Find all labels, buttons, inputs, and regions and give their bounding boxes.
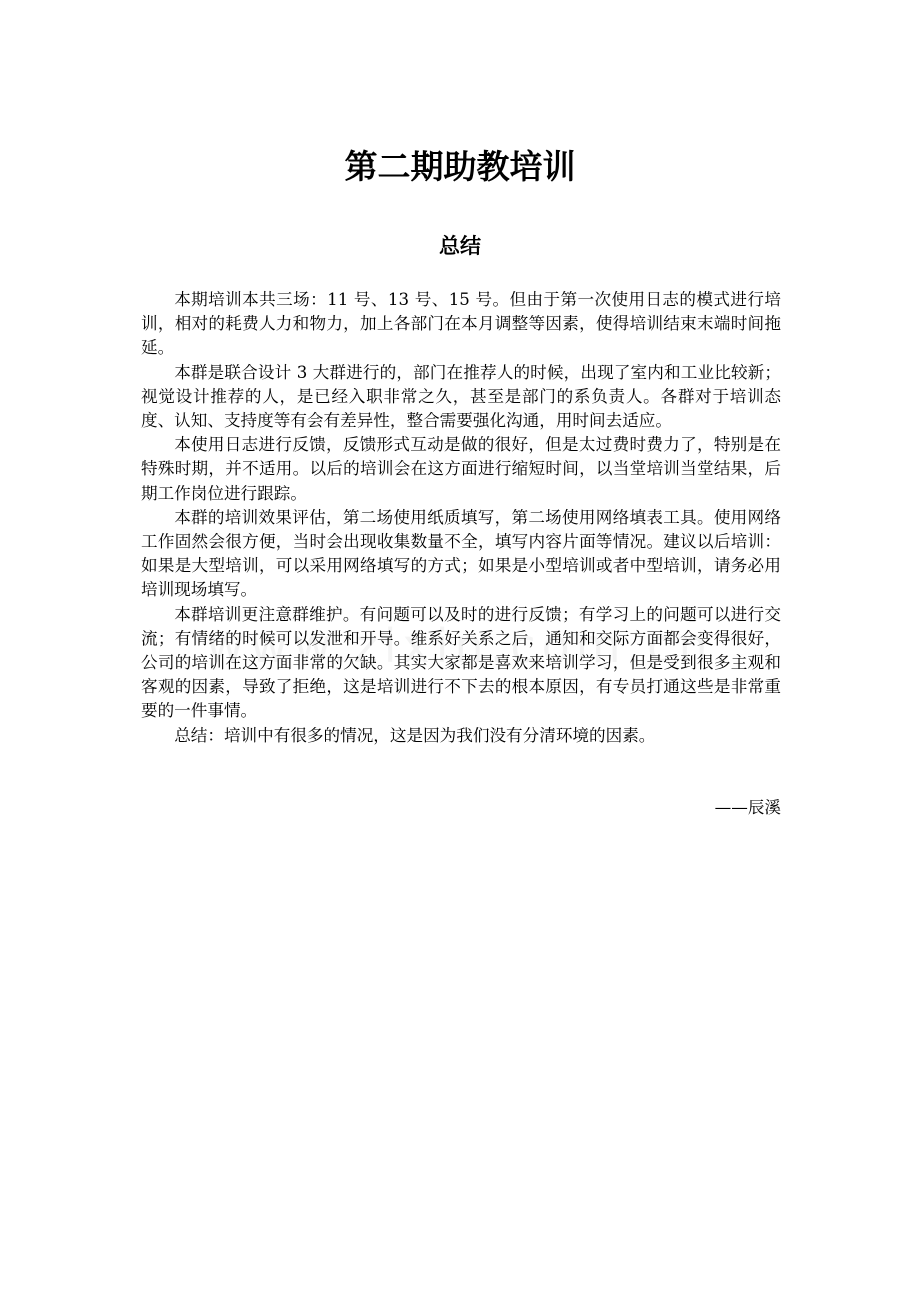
paragraph-1: 本期培训本共三场：11 号、13 号、15 号。但由于第一次使用日志的模式进行培训，相对的耗费人力和物力，加上各部门在本月调整等因素，使得培训结束末端时间拖延。 xyxy=(141,290,781,358)
paragraph-2: 本群是联合设计 3 大群进行的，部门在推荐人的时候，出现了室内和工业比较新；视觉设计推荐的人，是已经入职非常之久，甚至是部门的系负责人。各群对于培训态度、认知、支持度等有会有差异性，整合需要强化沟通，用时间去适应。 xyxy=(141,362,781,431)
document-body xyxy=(141,288,781,748)
signature: ——辰溪 xyxy=(714,798,781,817)
paragraph-6: 总结：培训中有很多的情况，这是因为我们没有分清环境的因素。 xyxy=(174,725,656,745)
paragraph-3: 本使用日志进行反馈，反馈形式互动是做的很好，但是太过费时费力了，特别是在特殊时期，并不适用。以后的培训会在这方面进行缩短时间，以当堂培训当堂结果，后期工作岗位进行跟踪。 xyxy=(141,435,781,503)
document-title: 第二期助教培训 xyxy=(344,147,576,186)
paragraph-5: 本群培训更注意群维护。有问题可以及时的进行反馈；有学习上的问题可以进行交流；有情绪的时候可以发泄和开导。维系好关系之后，通知和交际方面都会变得很好，公司的培训在这方面非常的欠缺。其实大家都是喜欢来培训学习，但是受到很多主观和客观的因素，导致了拒绝，这是培训进行不下去的根本原因，有专员打通这些是非常重要的一件事情。 xyxy=(141,604,781,721)
document-subtitle: 总结 xyxy=(439,234,481,258)
paragraph-4: 本群的培训效果评估，第二场使用纸质填写，第二场使用网络填表工具。使用网络工作固然会很方便，当时会出现收集数量不全，填写内容片面等情况。建议以后培训：如果是大型培训，可以采用网络填写的方式；如果是小型培训或者中型培训，请务必用培训现场填写。 xyxy=(141,507,781,600)
